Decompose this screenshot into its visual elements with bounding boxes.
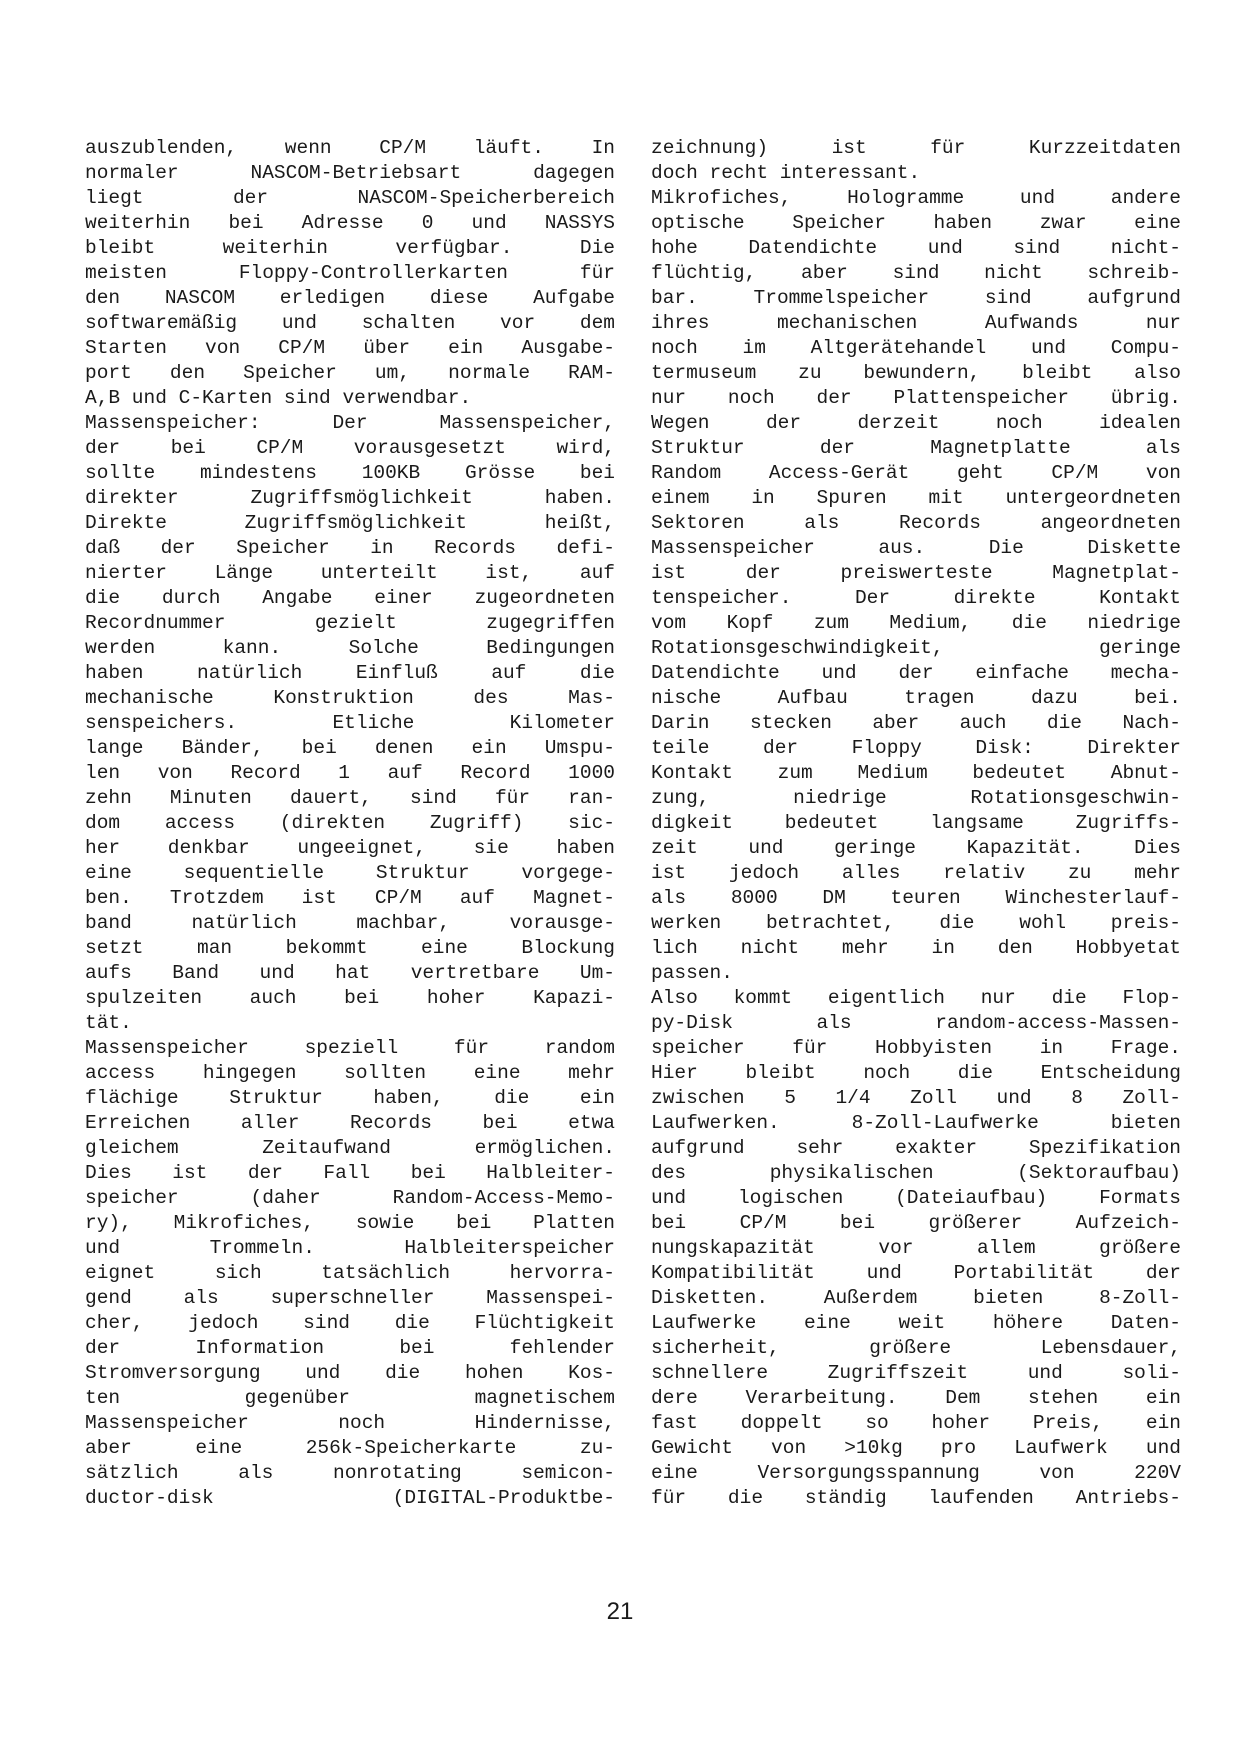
text-line: und Trommeln. Halbleiterspeicher bbox=[85, 1237, 615, 1259]
text-line: sätzlich als nonrotating semicon- bbox=[85, 1462, 615, 1484]
text-line: fast doppelt so hoher Preis, ein bbox=[651, 1412, 1181, 1434]
text-line: A,B und C-Karten sind verwendbar. bbox=[85, 387, 472, 409]
text-line: Also kommt eigentlich nur die Flop- bbox=[651, 987, 1181, 1009]
text-line: dom access (direkten Zugriff) sic- bbox=[85, 812, 615, 834]
text-line: py-Disk als random-access-Massen- bbox=[651, 1012, 1181, 1034]
text-line: Rotationsgeschwindigkeit, geringe bbox=[651, 637, 1181, 659]
text-line: zung, niedrige Rotationsgeschwin- bbox=[651, 787, 1181, 809]
text-line: Darin stecken aber auch die Nach- bbox=[651, 712, 1181, 734]
left-text-column bbox=[85, 136, 615, 1511]
text-line: aber eine 256k-Speicherkarte zu- bbox=[85, 1437, 615, 1459]
text-line: Kompatibilität und Portabilität der bbox=[651, 1262, 1181, 1284]
text-line: digkeit bedeutet langsame Zugriffs- bbox=[651, 812, 1181, 834]
text-line: Laufwerke eine weit höhere Daten- bbox=[651, 1312, 1181, 1334]
text-line: Wegen der derzeit noch idealen bbox=[651, 412, 1181, 434]
text-line: zehn Minuten dauert, sind für ran- bbox=[85, 787, 615, 809]
text-line: ist der preiswerteste Magnetplat- bbox=[651, 562, 1181, 584]
text-line: port den Speicher um, normale RAM- bbox=[85, 362, 615, 384]
text-line: setzt man bekommt eine Blockung bbox=[85, 937, 615, 959]
text-line: direkter Zugriffsmöglichkeit haben. bbox=[85, 487, 615, 509]
text-line: gend als superschneller Massenspei- bbox=[85, 1287, 615, 1309]
text-line: lich nicht mehr in den Hobbyetat bbox=[651, 937, 1181, 959]
text-line: Disketten. Außerdem bieten 8-Zoll- bbox=[651, 1287, 1181, 1309]
text-line: lange Bänder, bei denen ein Umspu- bbox=[85, 737, 615, 759]
text-line: Recordnummer gezielt zugegriffen bbox=[85, 612, 615, 634]
text-line: speicher für Hobbyisten in Frage. bbox=[651, 1037, 1181, 1059]
text-line: meisten Floppy-Controllerkarten für bbox=[85, 262, 615, 284]
text-line: für die ständig laufenden Antriebs- bbox=[651, 1487, 1181, 1509]
text-line: nierter Länge unterteilt ist, auf bbox=[85, 562, 615, 584]
text-line: der bei CP/M vorausgesetzt wird, bbox=[85, 437, 615, 459]
text-line: Random Access-Gerät geht CP/M von bbox=[651, 462, 1181, 484]
text-line: nische Aufbau tragen dazu bei. bbox=[651, 687, 1181, 709]
text-line: sollte mindestens 100KB Grösse bei bbox=[85, 462, 615, 484]
text-line: bar. Trommelspeicher sind aufgrund bbox=[651, 287, 1181, 309]
text-line: optische Speicher haben zwar eine bbox=[651, 212, 1181, 234]
text-line: als 8000 DM teuren Winchesterlauf- bbox=[651, 887, 1181, 909]
text-line: sicherheit, größere Lebensdauer, bbox=[651, 1337, 1181, 1359]
text-line: haben natürlich Einfluß auf die bbox=[85, 662, 615, 684]
text-line: zwischen 5 1/4 Zoll und 8 Zoll- bbox=[651, 1087, 1181, 1109]
text-line: zeichnung) ist für Kurzzeitdaten bbox=[651, 137, 1181, 159]
text-line: Gewicht von >10kg pro Laufwerk und bbox=[651, 1437, 1181, 1459]
text-line: liegt der NASCOM-Speicherbereich bbox=[85, 187, 615, 209]
text-line: einem in Spuren mit untergeordneten bbox=[651, 487, 1181, 509]
text-line: eine Versorgungsspannung von 220V bbox=[651, 1462, 1181, 1484]
text-line: werken betrachtet, die wohl preis- bbox=[651, 912, 1181, 934]
text-line: Kontakt zum Medium bedeutet Abnut- bbox=[651, 762, 1181, 784]
text-line: zeit und geringe Kapazität. Dies bbox=[651, 837, 1181, 859]
text-line: Massenspeicher speziell für random bbox=[85, 1037, 615, 1059]
text-line: len von Record 1 auf Record 1000 bbox=[85, 762, 615, 784]
text-line: Stromversorgung und die hohen Kos- bbox=[85, 1362, 615, 1384]
text-line: ry), Mikrofiches, sowie bei Platten bbox=[85, 1212, 615, 1234]
text-line: ductor-disk (DIGITAL-Produktbe- bbox=[85, 1487, 615, 1509]
text-line: softwaremäßig und schalten vor dem bbox=[85, 312, 615, 334]
text-line: speicher (daher Random-Access-Memo- bbox=[85, 1187, 615, 1209]
text-line: tät. bbox=[85, 1012, 132, 1034]
text-line: vom Kopf zum Medium, die niedrige bbox=[651, 612, 1181, 634]
text-line: Massenspeicher aus. Die Diskette bbox=[651, 537, 1181, 559]
text-line: Starten von CP/M über ein Ausgabe- bbox=[85, 337, 615, 359]
text-line: noch im Altgerätehandel und Compu- bbox=[651, 337, 1181, 359]
text-line: senspeichers. Etliche Kilometer bbox=[85, 712, 615, 734]
text-line: normaler NASCOM-Betriebsart dagegen bbox=[85, 162, 615, 184]
text-line: weiterhin bei Adresse 0 und NASSYS bbox=[85, 212, 615, 234]
text-line: des physikalischen (Sektoraufbau) bbox=[651, 1162, 1181, 1184]
text-line: cher, jedoch sind die Flüchtigkeit bbox=[85, 1312, 615, 1334]
text-line: ihres mechanischen Aufwands nur bbox=[651, 312, 1181, 334]
text-line: dere Verarbeitung. Dem stehen ein bbox=[651, 1387, 1181, 1409]
text-line: nungskapazität vor allem größere bbox=[651, 1237, 1181, 1259]
text-line: flüchtig, aber sind nicht schreib- bbox=[651, 262, 1181, 284]
text-line: werden kann. Solche Bedingungen bbox=[85, 637, 615, 659]
text-line: auszublenden, wenn CP/M läuft. In bbox=[85, 137, 615, 159]
text-line: eignet sich tatsächlich hervorra- bbox=[85, 1262, 615, 1284]
text-line: aufgrund sehr exakter Spezifikation bbox=[651, 1137, 1181, 1159]
page-number: 21 bbox=[606, 1598, 634, 1625]
text-line: mechanische Konstruktion des Mas- bbox=[85, 687, 615, 709]
text-line: tenspeicher. Der direkte Kontakt bbox=[651, 587, 1181, 609]
text-line: daß der Speicher in Records defi- bbox=[85, 537, 615, 559]
text-line: ist jedoch alles relativ zu mehr bbox=[651, 862, 1181, 884]
text-line: schnellere Zugriffszeit und soli- bbox=[651, 1362, 1181, 1384]
text-line: nur noch der Plattenspeicher übrig. bbox=[651, 387, 1181, 409]
right-text-column bbox=[651, 136, 1181, 1511]
text-line: access hingegen sollten eine mehr bbox=[85, 1062, 615, 1084]
text-line: Erreichen aller Records bei etwa bbox=[85, 1112, 615, 1134]
text-line: die durch Angabe einer zugeordneten bbox=[85, 587, 615, 609]
text-line: her denkbar ungeeignet, sie haben bbox=[85, 837, 615, 859]
text-line: teile der Floppy Disk: Direkter bbox=[651, 737, 1181, 759]
text-line: hohe Datendichte und sind nicht- bbox=[651, 237, 1181, 259]
text-line: Direkte Zugriffsmöglichkeit heißt, bbox=[85, 512, 615, 534]
text-line: ben. Trotzdem ist CP/M auf Magnet- bbox=[85, 887, 615, 909]
text-line: termuseum zu bewundern, bleibt also bbox=[651, 362, 1181, 384]
text-line: Dies ist der Fall bei Halbleiter- bbox=[85, 1162, 615, 1184]
text-line: Massenspeicher: Der Massenspeicher, bbox=[85, 412, 615, 434]
text-line: Datendichte und der einfache mecha- bbox=[651, 662, 1181, 684]
text-line: Sektoren als Records angeordneten bbox=[651, 512, 1181, 534]
text-line: Laufwerken. 8-Zoll-Laufwerke bieten bbox=[651, 1112, 1181, 1134]
text-line: gleichem Zeitaufwand ermöglichen. bbox=[85, 1137, 615, 1159]
text-line: eine sequentielle Struktur vorgege- bbox=[85, 862, 615, 884]
text-line: passen. bbox=[651, 962, 733, 984]
text-line: flächige Struktur haben, die ein bbox=[85, 1087, 615, 1109]
text-line: bei CP/M bei größerer Aufzeich- bbox=[651, 1212, 1181, 1234]
text-line: band natürlich machbar, vorausge- bbox=[85, 912, 615, 934]
text-line: der Information bei fehlender bbox=[85, 1337, 615, 1359]
text-line: den NASCOM erledigen diese Aufgabe bbox=[85, 287, 615, 309]
text-line: doch recht interessant. bbox=[651, 162, 921, 184]
text-line: Massenspeicher noch Hindernisse, bbox=[85, 1412, 615, 1434]
text-line: spulzeiten auch bei hoher Kapazi- bbox=[85, 987, 615, 1009]
text-line: und logischen (Dateiaufbau) Formats bbox=[651, 1187, 1181, 1209]
text-line: Struktur der Magnetplatte als bbox=[651, 437, 1181, 459]
text-line: Hier bleibt noch die Entscheidung bbox=[651, 1062, 1181, 1084]
text-line: aufs Band und hat vertretbare Um- bbox=[85, 962, 615, 984]
text-line: Mikrofiches, Hologramme und andere bbox=[651, 187, 1181, 209]
text-line: bleibt weiterhin verfügbar. Die bbox=[85, 237, 615, 259]
text-line: ten gegenüber magnetischem bbox=[85, 1387, 615, 1409]
